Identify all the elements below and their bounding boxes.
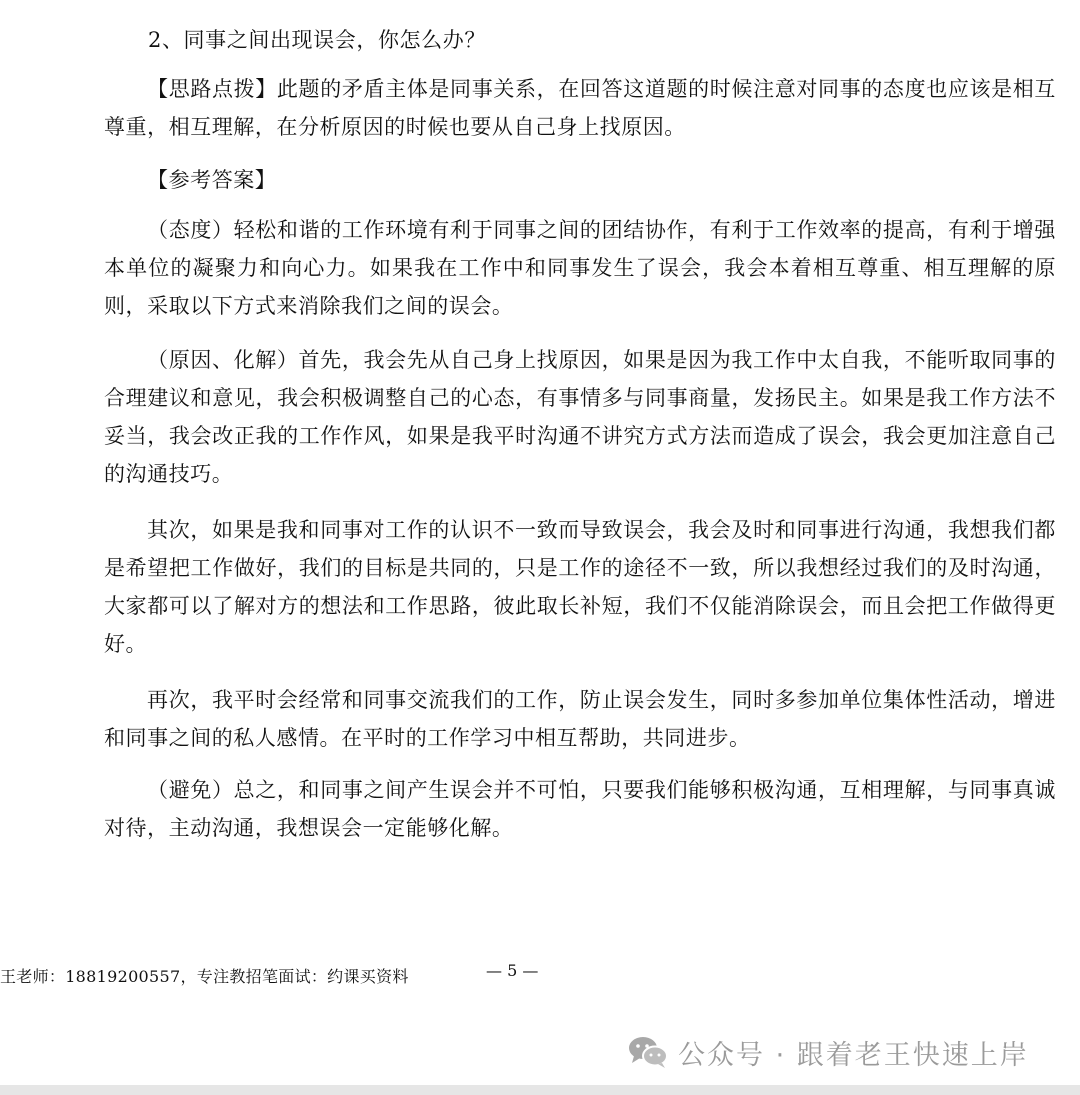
page-number: — 5 — xyxy=(486,961,539,980)
watermark xyxy=(626,1030,1029,1074)
answer-paragraph-cause: （原因、化解）首先，我会先从自己身上找原因，如果是因为我工作中太自我，不能听取同事的合理建议和意见，我会积极调整自己的心态，有事情多与同事商量，发扬民主。如果是我工作方法不妥当，我会改正我的工作作风，如果是我平时沟通不讲究方式方法而造成了误会，我会更加注意自己的沟通技巧。 xyxy=(104,348,1056,486)
watermark-text: 公众号 · 跟着老王快速上岸 xyxy=(678,1039,1029,1071)
question-heading: 2、同事之间出现误会，你怎么办？ xyxy=(148,28,486,52)
answer-paragraph-third: 再次，我平时会经常和同事交流我们的工作，防止误会发生，同时多参加单位集体性活动，增进和同事之间的私人感情。在平时的工作学习中相互帮助，共同进步。 xyxy=(104,688,1056,750)
answer-paragraph-attitude: （态度）轻松和谐的工作环境有利于同事之间的团结协作，有利于工作效率的提高，有利于增强本单位的凝聚力和向心力。如果我在工作中和同事发生了误会，我会本着相互尊重、相互理解的原则，采取以下方式来消除我们之间的误会。 xyxy=(104,218,1056,318)
wechat-icon xyxy=(626,1034,670,1070)
answer-paragraph-second: 其次，如果是我和同事对工作的认识不一致而导致误会，我会及时和同事进行沟通，我想我们都是希望把工作做好，我们的目标是共同的，只是工作的途径不一致，所以我想经过我们的及时沟通，大家都可以了解对方的想法和工作思路，彼此取长补短，我们不仅能消除误会，而且会把工作做得更好。 xyxy=(104,518,1056,656)
analysis-paragraph: 【思路点拨】此题的矛盾主体是同事关系，在回答这道题的时候注意对同事的态度也应该是相互尊重，相互理解，在分析原因的时候也要从自己身上找原因。 xyxy=(104,77,1056,139)
answer-paragraph-avoid: （避免）总之，和同事之间产生误会并不可怕，只要我们能够积极沟通，互相理解，与同事真诚对待，主动沟通，我想误会一定能够化解。 xyxy=(104,778,1056,840)
bottom-bar xyxy=(0,1085,1080,1095)
answer-heading: 【参考答案】 xyxy=(147,168,277,192)
footer-contact: 王老师：18819200557，专注教招笔面试：约课买资料 xyxy=(0,967,409,986)
